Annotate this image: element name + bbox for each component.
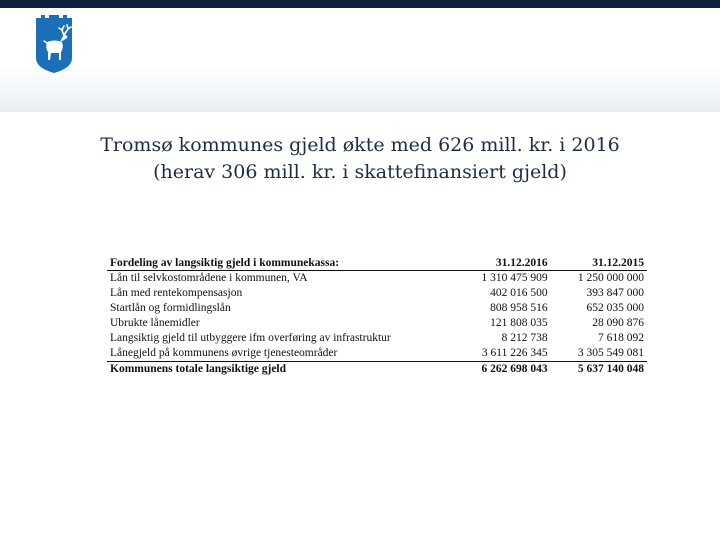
table-header-row [107, 256, 647, 271]
reindeer-coat-of-arms-icon [33, 14, 75, 74]
total-value-2015: 5 637 140 048 [551, 362, 647, 378]
row-label: Langsiktig gjeld til utbyggere ifm overføring av infrastruktur [110, 332, 391, 344]
page-title [60, 132, 660, 186]
row-value-2015: 3 305 549 081 [577, 347, 644, 359]
row-label: Ubrukte lånemidler [110, 317, 200, 329]
row-label: Lånegjeld på kommunens øvrige tjenesteområder [110, 347, 338, 359]
table-row [107, 316, 647, 331]
header-2016: 31.12.2016 [454, 256, 550, 271]
row-value-2015: 652 035 000 [586, 302, 644, 314]
row-value-2015: 1 250 000 000 [577, 272, 644, 284]
header-2015: 31.12.2015 [551, 256, 647, 271]
row-value-2015: 28 090 876 [592, 317, 644, 329]
header-label: Fordeling av langsiktig gjeld i kommunekassa: [107, 256, 454, 271]
row-value-2016: 3 611 226 345 [481, 347, 548, 359]
row-label: Lån med rentekompensasjon [110, 287, 243, 299]
row-value-2016: 1 310 475 909 [481, 272, 548, 284]
row-label: Lån til selvkostområdene i kommunen, VA [110, 272, 308, 284]
row-value-2016: 121 808 035 [490, 317, 548, 329]
total-value-2016: 6 262 698 043 [454, 362, 550, 378]
table-row [107, 271, 647, 287]
row-value-2016: 402 016 500 [490, 287, 548, 299]
title-line-1: Tromsø kommunes gjeld økte med 626 mill. kr. i 2016 [100, 134, 620, 156]
table-row [107, 346, 647, 362]
row-value-2015: 393 847 000 [586, 287, 644, 299]
header-band [0, 8, 720, 112]
table-row [107, 331, 647, 346]
total-label: Kommunens totale langsiktige gjeld [107, 362, 454, 378]
top-bar [0, 0, 720, 8]
row-value-2016: 8 212 738 [501, 332, 548, 344]
table-row [107, 301, 647, 316]
row-value-2015: 7 618 092 [598, 332, 644, 344]
table-row [107, 286, 647, 301]
table-total-row [107, 362, 647, 378]
row-label: Startlån og formidlingslån [110, 302, 231, 314]
title-line-2: (herav 306 mill. kr. i skattefinansiert gjeld) [153, 161, 567, 183]
debt-table [107, 256, 647, 377]
row-value-2016: 808 958 516 [490, 302, 548, 314]
